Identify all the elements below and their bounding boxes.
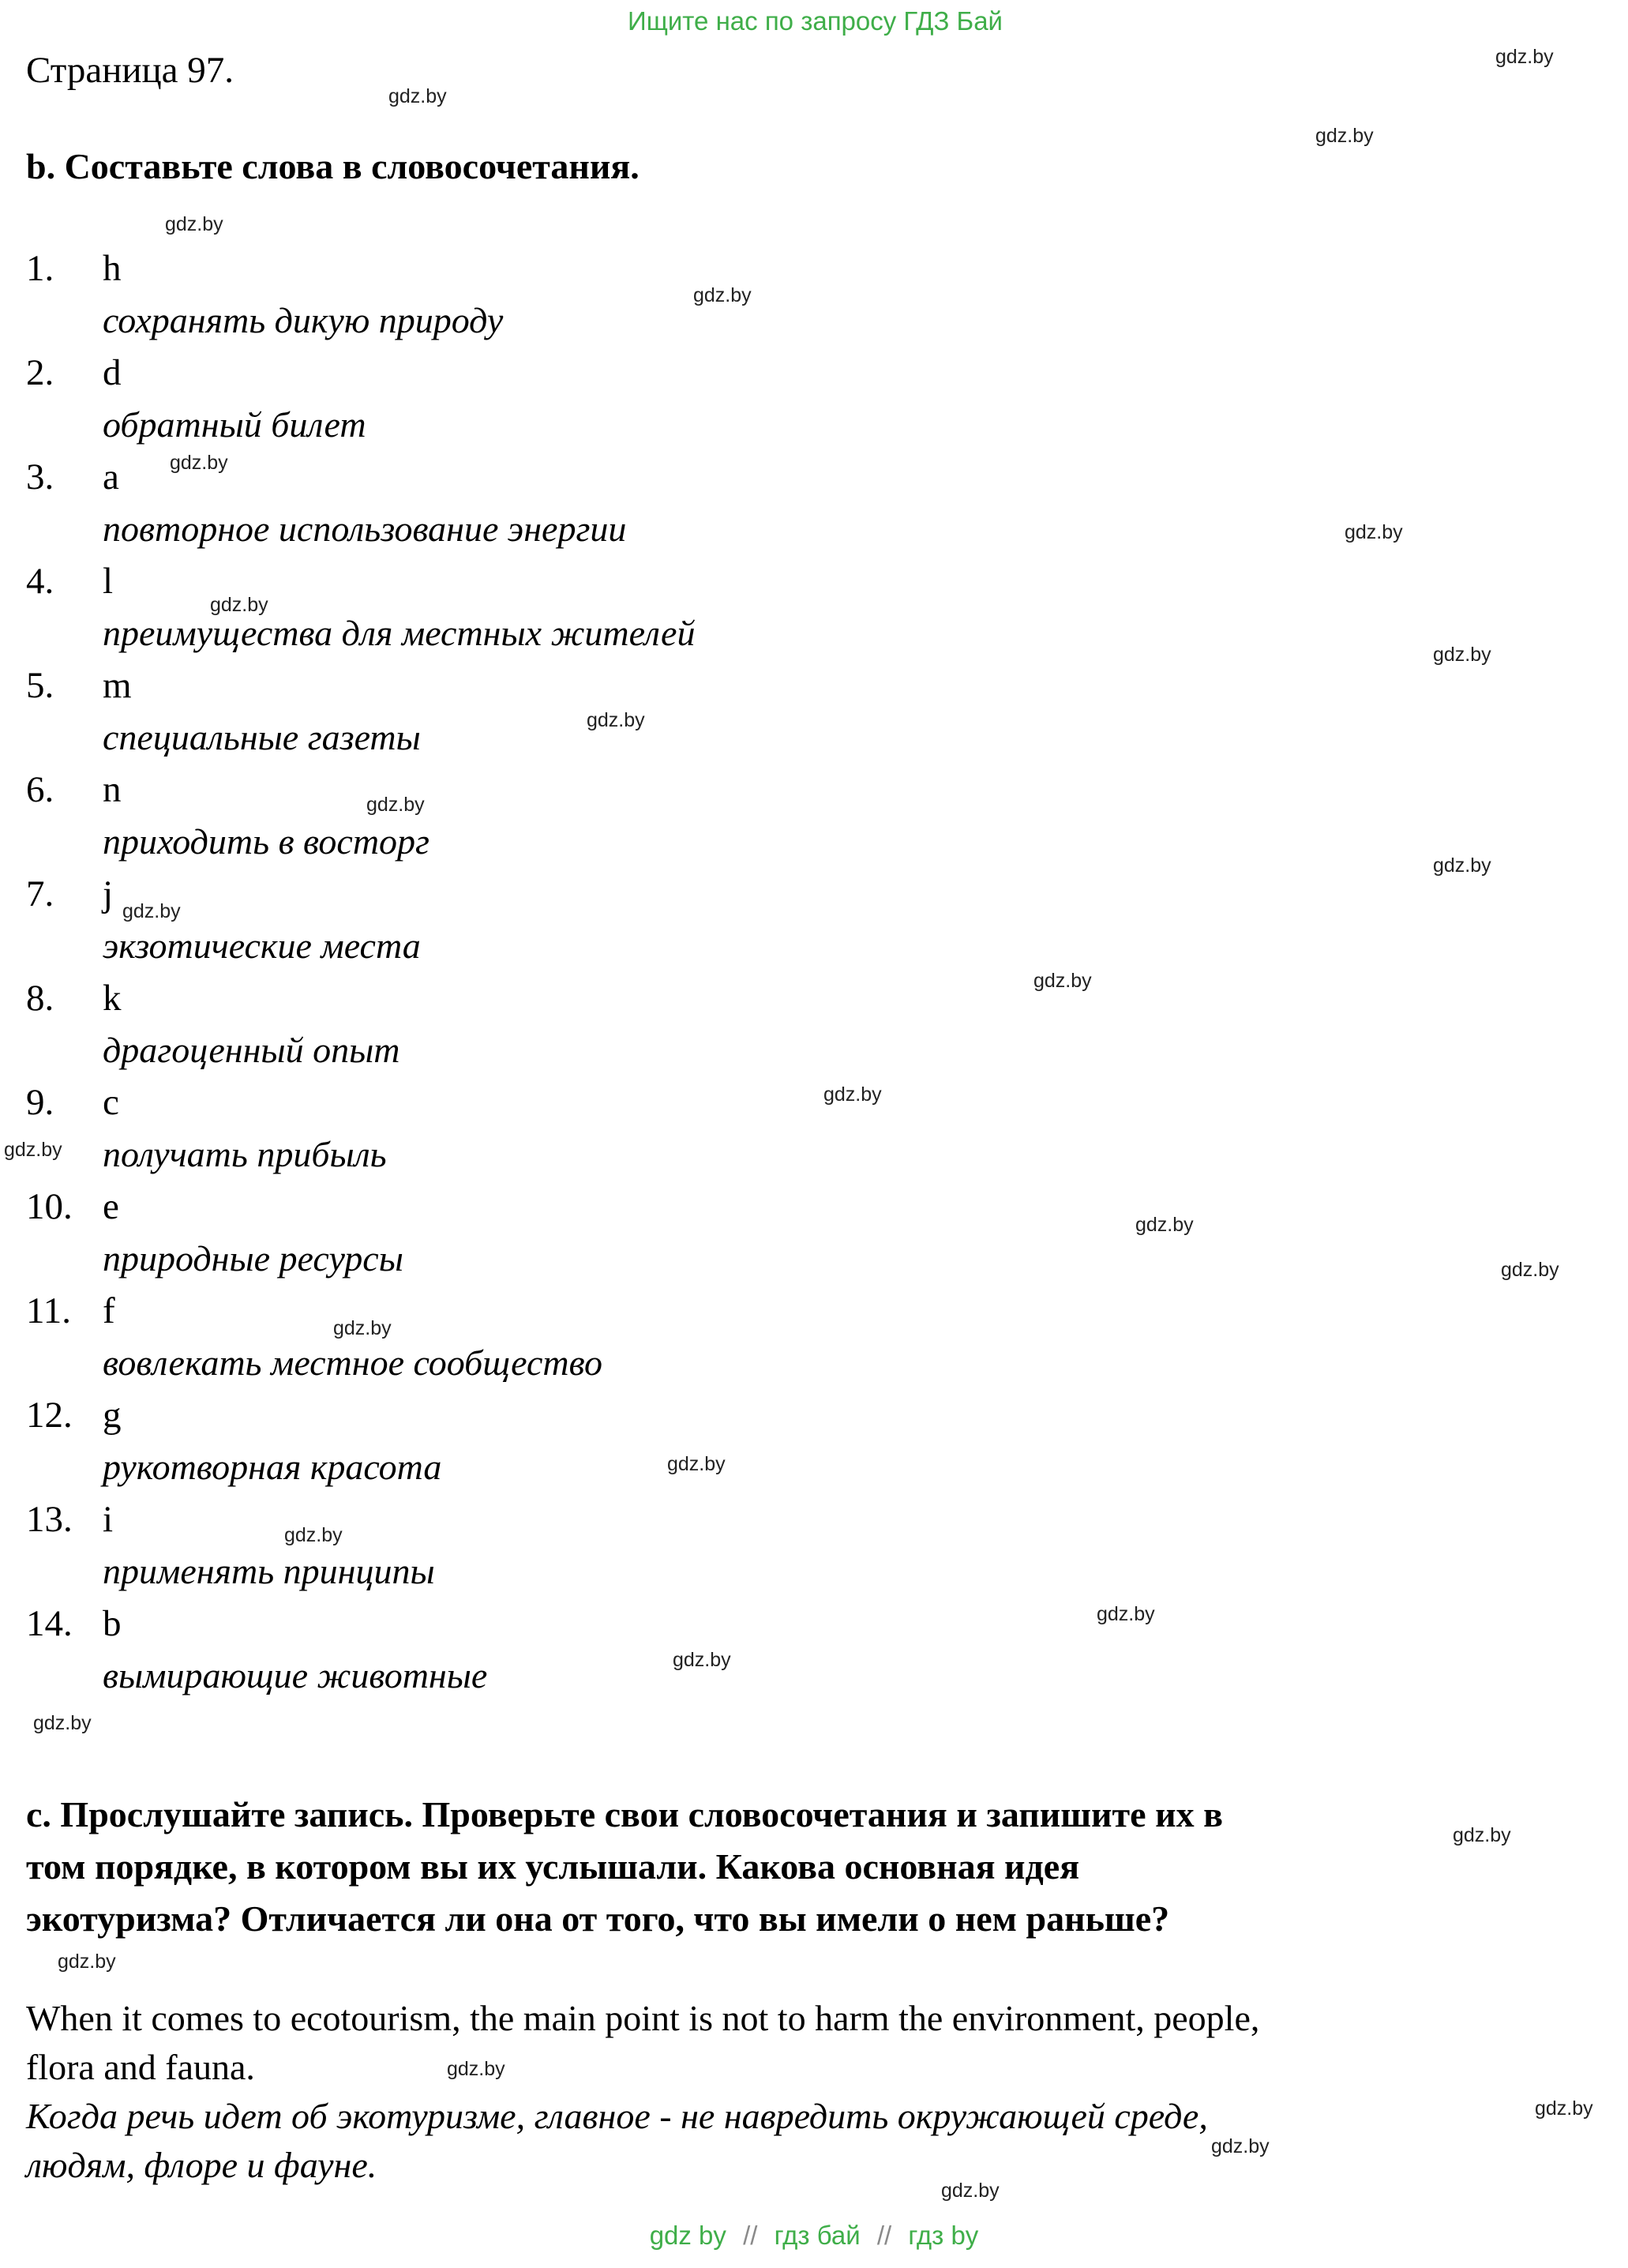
list-item: [26, 1493, 1604, 1598]
item-number: 12.: [26, 1395, 73, 1436]
list-item: [26, 555, 1604, 659]
item-letter: n: [103, 769, 122, 811]
watermark-text: gdz.by: [1033, 970, 1092, 992]
item-letter: e: [103, 1186, 119, 1228]
watermark-text: gdz.by: [4, 1139, 62, 1161]
answer-russian-translation: [26, 2092, 1604, 2190]
watermark-text: gdz.by: [1453, 1824, 1511, 1846]
watermark-text: gdz.by: [165, 213, 223, 235]
footer-brand: [0, 2221, 1628, 2251]
watermark-text: gdz.by: [210, 594, 268, 616]
promo-banner-text: Ищите нас по запросу ГДЗ Бай: [628, 6, 1003, 36]
page-label: Страница 97.: [26, 50, 234, 91]
footer-brand-text: gdz by: [649, 2221, 726, 2250]
vocab-list: [26, 242, 1604, 1702]
watermark-text: gdz.by: [673, 1649, 731, 1671]
list-item: [26, 972, 1604, 1076]
list-item: [26, 1076, 1604, 1181]
answer-russian-line: Когда речь идет об экотуризме, главное - не навредить окружающей среде,: [26, 2096, 1208, 2137]
item-translation: преимущества для местных жителей: [103, 613, 696, 654]
item-translation: применять принципы: [103, 1551, 435, 1592]
task-c-heading-line: экотуризма? Отличается ли она от того, что вы имели о нем раньше?: [26, 1898, 1170, 1939]
item-letter: h: [103, 248, 122, 290]
list-item: [26, 1598, 1604, 1702]
answer-russian-line: людям, флоре и фауне.: [26, 2145, 377, 2186]
item-letter: b: [103, 1603, 122, 1645]
footer-separator: //: [743, 2221, 758, 2250]
watermark-text: gdz.by: [122, 900, 181, 922]
footer-brand-text: гдз by: [908, 2221, 979, 2250]
item-letter: f: [103, 1290, 115, 1332]
watermark-text: gdz.by: [823, 1083, 882, 1106]
watermark-text: gdz.by: [447, 2058, 505, 2080]
answer-english: [26, 1994, 1604, 2092]
watermark-text: gdz.by: [1097, 1603, 1155, 1625]
watermark-text: gdz.by: [170, 452, 228, 474]
watermark-text: gdz.by: [1211, 2135, 1270, 2157]
item-letter: g: [103, 1395, 122, 1436]
watermark-text: gdz.by: [587, 709, 645, 731]
watermark-text: gdz.by: [366, 794, 425, 816]
watermark-text: gdz.by: [388, 85, 447, 107]
item-translation: вымирающие животные: [103, 1655, 488, 1696]
item-translation: обратный билет: [103, 404, 366, 445]
item-number: 1.: [26, 248, 54, 290]
list-item: [26, 1181, 1604, 1285]
watermark-text: gdz.by: [1495, 46, 1554, 68]
answer-english-line: flora and fauna.: [26, 2047, 255, 2088]
footer-separator: //: [876, 2221, 892, 2250]
item-letter: m: [103, 665, 132, 707]
task-c-heading-line: c. Прослушайте запись. Проверьте свои словосочетания и запишите их в: [26, 1794, 1223, 1835]
item-translation: природные ресурсы: [103, 1238, 403, 1279]
watermark-text: gdz.by: [1535, 2097, 1593, 2120]
task-c-heading-line: том порядке, в котором вы их услышали. Какова основная идея: [26, 1846, 1080, 1887]
watermark-text: gdz.by: [1433, 854, 1491, 877]
item-letter: l: [103, 561, 114, 603]
watermark-text: gdz.by: [1501, 1259, 1559, 1281]
task-b-heading: b. Составьте слова в словосочетания.: [26, 146, 640, 187]
item-translation: сохранять дикую природу: [103, 300, 504, 341]
item-number: 3.: [26, 456, 54, 498]
task-c-heading: [26, 1789, 1604, 1945]
item-letter: a: [103, 456, 119, 498]
item-letter: j: [103, 873, 114, 915]
item-number: 7.: [26, 873, 54, 915]
item-number: 10.: [26, 1186, 73, 1228]
watermark-text: gdz.by: [33, 1712, 92, 1734]
item-translation: специальные газеты: [103, 717, 421, 758]
item-number: 5.: [26, 665, 54, 707]
watermark-text: gdz.by: [1433, 644, 1491, 666]
item-number: 2.: [26, 352, 54, 394]
item-number: 4.: [26, 561, 54, 603]
list-item: [26, 451, 1604, 555]
item-translation: получать прибыль: [103, 1134, 387, 1175]
watermark-text: gdz.by: [58, 1951, 116, 1973]
item-number: 11.: [26, 1290, 72, 1332]
watermark-text: gdz.by: [1345, 521, 1403, 543]
watermark-text: gdz.by: [1315, 125, 1374, 147]
item-translation: вовлекать местное сообщество: [103, 1342, 602, 1384]
item-number: 14.: [26, 1603, 73, 1645]
list-item: [26, 347, 1604, 451]
watermark-text: gdz.by: [941, 2180, 1000, 2202]
watermark-text: gdz.by: [284, 1524, 343, 1546]
list-item: [26, 868, 1604, 972]
watermark-text: gdz.by: [693, 284, 752, 306]
item-number: 9.: [26, 1082, 54, 1124]
item-letter: k: [103, 978, 122, 1019]
list-item: [26, 659, 1604, 764]
watermark-text: gdz.by: [1135, 1214, 1194, 1236]
item-translation: драгоценный опыт: [103, 1030, 400, 1071]
item-translation: рукотворная красота: [103, 1447, 442, 1488]
item-letter: i: [103, 1499, 114, 1541]
list-item: [26, 1285, 1604, 1389]
list-item: [26, 1389, 1604, 1493]
list-item: [26, 242, 1604, 347]
item-translation: экзотические места: [103, 926, 421, 967]
watermark-text: gdz.by: [667, 1453, 726, 1475]
item-number: 13.: [26, 1499, 73, 1541]
item-translation: приходить в восторг: [103, 821, 430, 862]
footer-brand-text: гдз бай: [774, 2221, 861, 2250]
item-letter: c: [103, 1082, 119, 1124]
item-number: 8.: [26, 978, 54, 1019]
item-number: 6.: [26, 769, 54, 811]
answer-english-line: When it comes to ecotourism, the main point is not to harm the environment, people,: [26, 1998, 1260, 2039]
list-item: [26, 764, 1604, 868]
item-letter: d: [103, 352, 122, 394]
item-translation: повторное использование энергии: [103, 509, 627, 550]
watermark-text: gdz.by: [333, 1317, 392, 1339]
